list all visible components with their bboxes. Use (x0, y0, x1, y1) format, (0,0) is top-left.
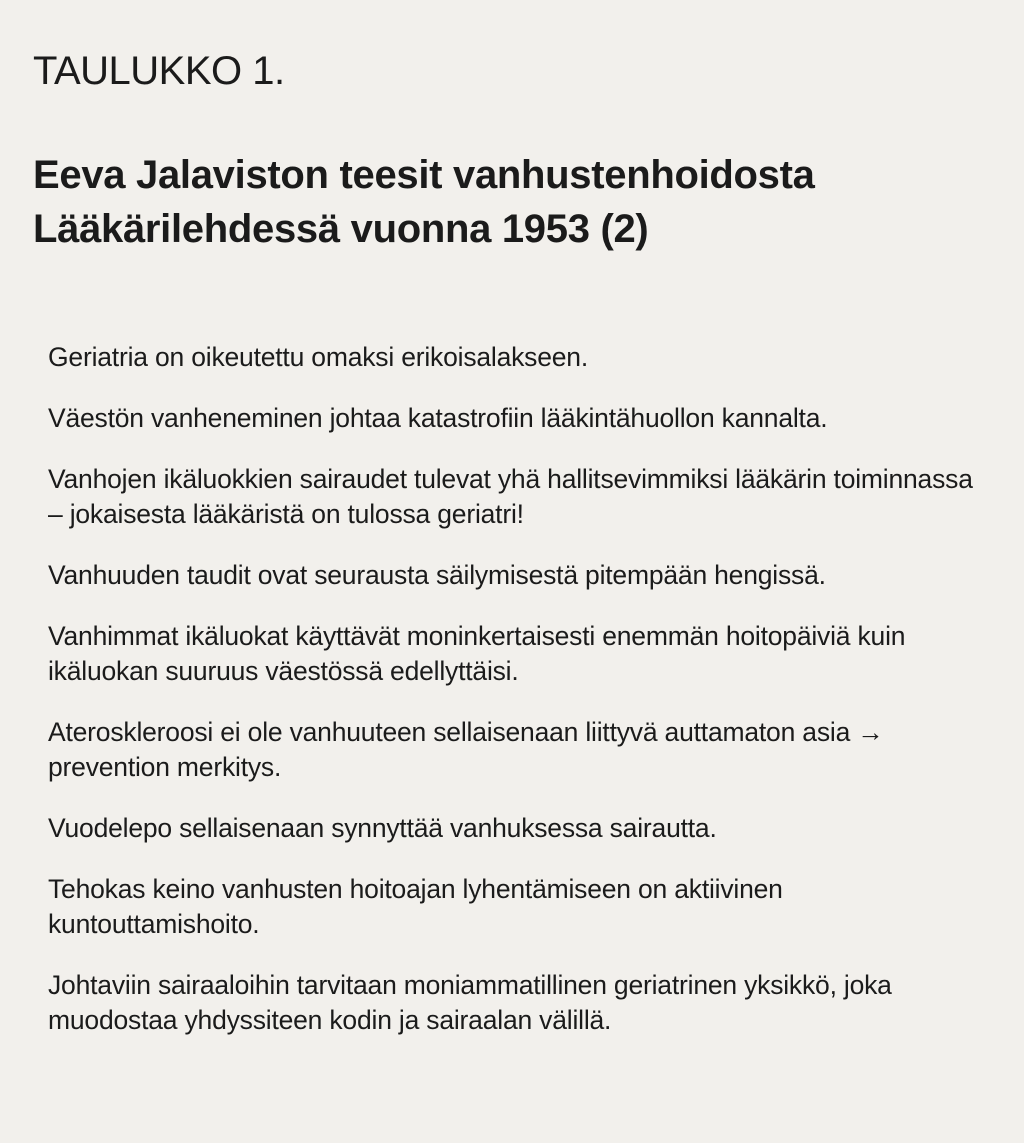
thesis-item-2: Väestön vanheneminen johtaa katastrofiin lääkintähuollon kannalta. (48, 403, 828, 433)
thesis-item-6: Ateroskleroosi ei ole vanhuuteen sellaisenaan liittyvä auttamaton asia → prevention merkitys. (48, 717, 884, 782)
thesis-item-3: Vanhojen ikäluokkien sairaudet tulevat yhä hallitsevimmiksi lääkärin toiminnassa – jokaisesta lääkäristä on tulossa geriatri! (48, 464, 973, 529)
thesis-item-8: Tehokas keino vanhusten hoitoajan lyhentämiseen on aktiivinen kuntouttamishoito. (48, 874, 783, 939)
thesis-list (48, 340, 988, 1064)
thesis-item-5: Vanhimmat ikäluokat käyttävät moninkertaisesti enemmän hoitopäiviä kuin ikäluokan suuruus väestössä edellyttäisi. (48, 621, 906, 686)
thesis-item-4: Vanhuuden taudit ovat seurausta säilymisestä pitempään hengissä. (48, 560, 826, 590)
table-title-line-2: Lääkärilehdessä vuonna 1953 (2) (33, 207, 649, 251)
table-title (33, 148, 993, 256)
table-label: TAULUKKO 1. (33, 49, 285, 93)
thesis-item-7: Vuodelepo sellaisenaan synnyttää vanhuksessa sairautta. (48, 813, 717, 843)
thesis-item-9: Johtaviin sairaaloihin tarvitaan moniammatillinen geriatrinen yksikkö, joka muodostaa yhdyssiteen kodin ja sairaalan välillä. (48, 970, 892, 1035)
table-title-line-1: Eeva Jalaviston teesit vanhustenhoidosta (33, 153, 815, 197)
thesis-item-1: Geriatria on oikeutettu omaksi erikoisalakseen. (48, 342, 589, 372)
